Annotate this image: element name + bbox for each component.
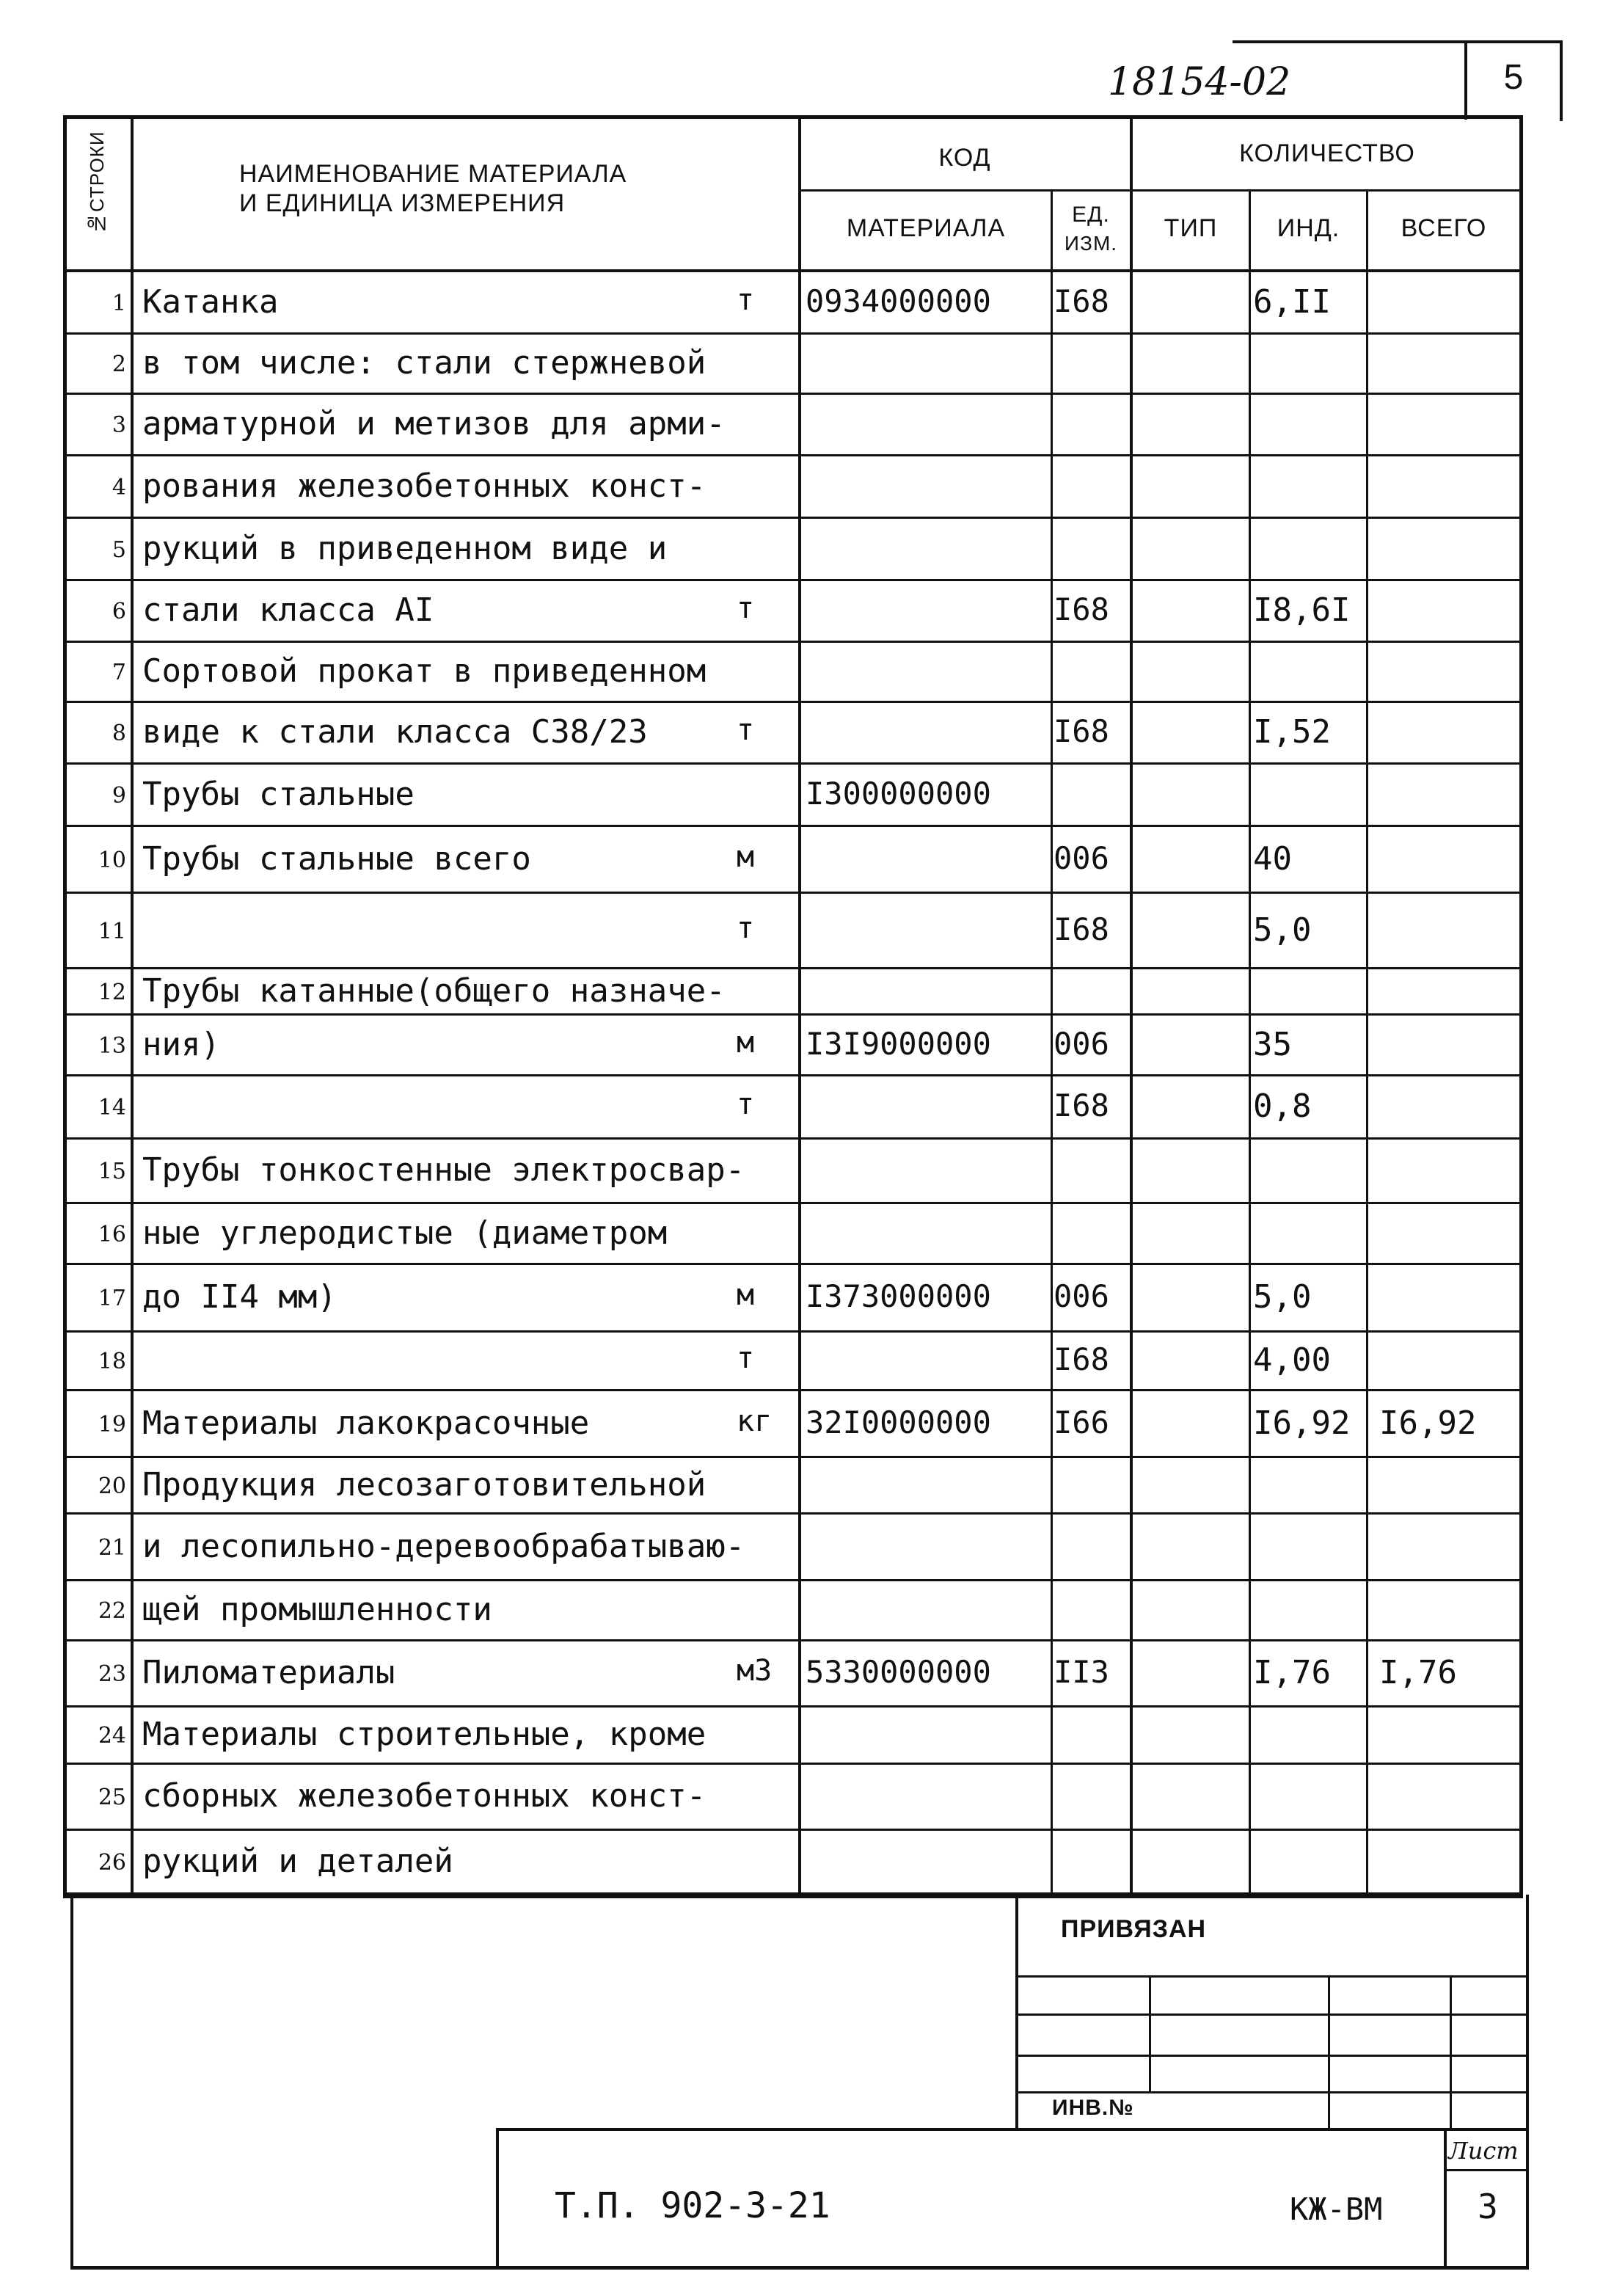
row-material-name: Трубы тонкостенные электросвар-: [142, 1151, 745, 1189]
table-bottom-border: [63, 1895, 1523, 1898]
header-kod: КОД: [938, 144, 991, 172]
row-qty-ind: I6,92: [1253, 1404, 1351, 1442]
row-unit: м: [737, 840, 755, 874]
table-left-border: [63, 115, 67, 1897]
document-number: 18154-02: [1108, 60, 1291, 104]
row-material-name: сборных железобетонных конст-: [142, 1777, 706, 1815]
titleblock-left-border: [496, 2128, 499, 2267]
header-name-line1: НАИМЕНОВАНИЕ МАТЕРИАЛА: [239, 160, 627, 188]
stamp-line-4: [1015, 2091, 1529, 2093]
row-separator: [63, 1639, 1523, 1641]
row-unit: т: [737, 283, 755, 317]
table-right-border: [1519, 115, 1523, 1897]
row-separator: [63, 1330, 1523, 1333]
footer-bottom-border: [70, 2266, 1529, 2270]
row-material-name: Трубы стальные всего: [142, 840, 531, 878]
sheet-code: КЖ-ВМ: [1290, 2191, 1383, 2227]
row-unit-code: I68: [1054, 1087, 1109, 1123]
row-qty-ind: I,52: [1253, 713, 1331, 751]
row-qty-ind: 0,8: [1253, 1087, 1312, 1125]
col-divider-ed: [1130, 115, 1133, 1897]
row-unit-code: I68: [1054, 591, 1109, 627]
row-material-name: до II4 мм): [142, 1278, 337, 1316]
row-separator: [63, 1074, 1523, 1076]
row-unit-code: I68: [1054, 1341, 1109, 1377]
row-qty-vsego: I,76: [1379, 1654, 1457, 1691]
header-material: МАТЕРИАЛА: [846, 214, 1006, 242]
row-number: 1: [112, 291, 126, 316]
row-unit: т: [737, 713, 755, 747]
row-number: 2: [112, 351, 126, 377]
row-number: 21: [98, 1535, 126, 1561]
header-name-line2: И ЕДИНИЦА ИЗМЕРЕНИЯ: [239, 189, 566, 217]
row-number: 26: [98, 1850, 126, 1876]
row-unit: м: [737, 1026, 755, 1060]
stamp-left-border: [1015, 1895, 1018, 2129]
row-number: 16: [98, 1222, 126, 1247]
row-qty-ind: 5,0: [1253, 1278, 1312, 1316]
row-material-code: 0934000000: [806, 283, 991, 319]
row-material-name: Материалы лакокрасочные: [142, 1404, 590, 1442]
row-number: 8: [112, 721, 126, 746]
row-qty-vsego: I6,92: [1379, 1404, 1477, 1442]
row-qty-ind: 35: [1253, 1026, 1292, 1063]
row-number: 24: [98, 1723, 126, 1749]
row-unit: т: [737, 1341, 755, 1375]
row-number: 10: [98, 848, 126, 873]
list-label: Лист: [1448, 2137, 1519, 2165]
row-number: 25: [98, 1785, 126, 1810]
row-number: 18: [98, 1349, 126, 1374]
page-number: 5: [1503, 58, 1524, 97]
row-unit-code: I68: [1054, 283, 1109, 319]
row-unit-code: 006: [1054, 840, 1109, 876]
row-number: 13: [98, 1033, 126, 1059]
row-qty-ind: I,76: [1253, 1654, 1331, 1691]
row-number: 5: [112, 537, 126, 563]
row-separator: [63, 1512, 1523, 1515]
header-ind: ИНД.: [1277, 214, 1340, 242]
row-number: 9: [112, 783, 126, 809]
stamp-vline-2: [1328, 1975, 1330, 2129]
stamp-vline-1: [1149, 1975, 1151, 2093]
row-number: 22: [98, 1598, 126, 1624]
row-separator: [63, 892, 1523, 894]
row-material-name: в том числе: стали стержневой: [142, 344, 706, 382]
header-mid-border: [800, 189, 1523, 192]
row-separator: [63, 1263, 1523, 1265]
header-ed-line1: ЕД.: [1072, 203, 1110, 227]
row-unit-code: I68: [1054, 713, 1109, 749]
row-separator: [63, 579, 1523, 581]
row-number: 17: [98, 1286, 126, 1311]
row-number: 12: [98, 980, 126, 1005]
row-material-name: Сортовой прокат в приведенном: [142, 652, 706, 690]
header-ed-line2: ИЗМ.: [1064, 232, 1118, 255]
row-separator: [63, 332, 1523, 335]
titleblock-top-border: [496, 2128, 1529, 2131]
project-number: Т.П. 902-3-21: [555, 2185, 830, 2226]
footer-left-border: [70, 1895, 73, 2269]
row-separator: [63, 1705, 1523, 1708]
row-separator: [63, 762, 1523, 765]
row-material-name: щей промышленности: [142, 1591, 492, 1628]
row-separator: [63, 701, 1523, 703]
table-top-border: [63, 115, 1523, 119]
row-unit: кг: [737, 1404, 773, 1438]
row-separator: [63, 393, 1523, 395]
list-number: 3: [1478, 2187, 1498, 2226]
stamp-inv-no: ИНВ.№: [1052, 2096, 1134, 2120]
page-number-box-top: [1233, 40, 1563, 43]
row-material-name: Продукция лесозаготовительной: [142, 1466, 706, 1504]
row-material-code: I373000000: [806, 1278, 991, 1314]
row-unit-code: 006: [1054, 1278, 1109, 1314]
row-number: 15: [98, 1159, 126, 1184]
row-separator: [63, 1013, 1523, 1016]
stamp-vline-3: [1450, 1975, 1452, 2129]
row-unit: м: [737, 1278, 755, 1312]
row-material-code: I300000000: [806, 776, 991, 812]
stamp-line-1: [1015, 1975, 1529, 1978]
row-material-code: 5330000000: [806, 1654, 991, 1690]
row-qty-ind: 4,00: [1253, 1341, 1331, 1379]
row-material-name: ные углеродистые (диаметром: [142, 1214, 668, 1252]
row-unit-code: 006: [1054, 1026, 1109, 1062]
row-number: 11: [98, 919, 126, 944]
row-separator: [63, 1137, 1523, 1140]
row-unit-code: I68: [1054, 911, 1109, 947]
row-unit: т: [737, 591, 755, 625]
row-material-name: Пиломатериалы: [142, 1654, 395, 1691]
row-separator: [63, 1456, 1523, 1458]
row-separator: [63, 454, 1523, 456]
row-number: 4: [112, 475, 126, 500]
row-number: 6: [112, 599, 126, 624]
row-material-name: Трубы катанные(общего назначе-: [142, 972, 726, 1010]
row-material-name: и лесопильно-деревообрабатываю-: [142, 1528, 745, 1565]
row-material-name: стали класса AI: [142, 591, 434, 629]
page-number-box-right: [1560, 40, 1563, 121]
row-number: 19: [98, 1412, 126, 1437]
row-unit-code: II3: [1054, 1654, 1109, 1690]
row-unit: т: [737, 1087, 755, 1121]
titleblock-list-hline: [1444, 2169, 1529, 2171]
row-unit: м3: [737, 1654, 773, 1688]
header-vsego: ВСЕГО: [1401, 214, 1487, 242]
row-qty-ind: 40: [1253, 840, 1292, 878]
row-separator: [63, 1579, 1523, 1581]
row-unit: т: [737, 911, 755, 945]
row-number: 14: [98, 1095, 126, 1120]
col-divider-rownum: [131, 115, 134, 1897]
col-divider-name: [798, 115, 801, 1897]
row-separator: [63, 967, 1523, 969]
row-separator: [63, 517, 1523, 519]
row-material-name: Трубы стальные: [142, 776, 415, 813]
row-material-name: рукций и деталей: [142, 1843, 453, 1880]
row-number: 20: [98, 1473, 126, 1499]
header-kolichestvo: КОЛИЧЕСТВО: [1239, 139, 1415, 167]
row-unit-code: I66: [1054, 1404, 1109, 1440]
stamp-line-2: [1015, 2013, 1529, 2016]
row-number: 7: [112, 660, 126, 685]
row-number: 23: [98, 1661, 126, 1687]
row-material-name: Материалы строительные, кроме: [142, 1716, 706, 1753]
row-separator: [63, 1763, 1523, 1765]
row-separator: [63, 1829, 1523, 1831]
row-material-name: ния): [142, 1026, 220, 1063]
stamp-privyazan: ПРИВЯЗАН: [1061, 1915, 1207, 1943]
row-separator: [63, 825, 1523, 827]
row-material-code: 32I0000000: [806, 1404, 991, 1440]
stamp-line-3: [1015, 2055, 1529, 2057]
row-number: 3: [112, 412, 126, 438]
row-qty-ind: 5,0: [1253, 911, 1312, 949]
row-qty-ind: I8,6I: [1253, 591, 1351, 629]
header-row-number: №СТРОКИ: [86, 131, 108, 235]
row-material-name: арматурной и метизов для арми-: [142, 405, 726, 442]
row-separator: [63, 641, 1523, 643]
row-material-name: Катанка: [142, 283, 279, 321]
row-material-name: виде к стали класса С38/23: [142, 713, 648, 751]
header-tip: ТИП: [1164, 214, 1218, 242]
row-separator: [63, 1202, 1523, 1204]
row-qty-ind: 6,II: [1253, 283, 1331, 321]
row-material-name: рукций в приведенном виде и: [142, 530, 668, 567]
header-bottom-border: [63, 269, 1523, 272]
row-material-code: I3I9000000: [806, 1026, 991, 1062]
row-separator: [63, 1389, 1523, 1391]
row-material-name: рования железобетонных конст-: [142, 467, 706, 505]
